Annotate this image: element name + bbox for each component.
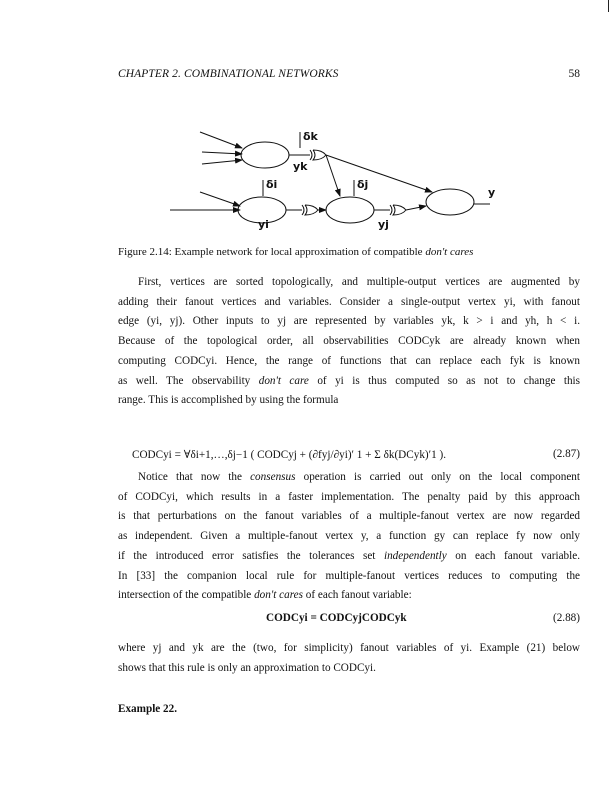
xor-gate-k (310, 150, 326, 160)
para2-line-1: Notice that now the consensus operation is carried out only on the local component (138, 471, 580, 483)
para2-line-5: if the introduced error satisfies the tolerances set independently on each fanout variable. (118, 549, 580, 562)
edge-in-i1 (200, 192, 240, 206)
label-delta-i: δi (266, 178, 278, 191)
equation-2-87 (118, 448, 580, 461)
equation-2-88 (118, 612, 580, 624)
edge-in-k2 (202, 152, 242, 154)
caption-emph: don't cares (425, 246, 474, 258)
para1-line-6: as well. The observability don't care of yi is thus computed so as not to change this (118, 374, 581, 387)
xor-gate-i (302, 205, 318, 215)
para2-line-6: In [33] the companion local rule for multiple-fanout vertices reduces to computing the (118, 569, 580, 582)
running-head: CHAPTER 2. COMBINATIONAL NETWORKS (118, 68, 339, 80)
figure-caption: Figure 2.14: Example network for local approximation of compatible don't cares (118, 246, 474, 258)
xor-gate-j (390, 205, 406, 215)
example-heading: Example 22. (118, 703, 178, 715)
equation-2-87-body: CODCyi = ∀δi+1,…,δj−1 ( CODCyj + (∂fyj/∂yi)′ 1 + Σ δk(DCyk)′1 ). (132, 449, 446, 461)
vertex-k (241, 142, 289, 168)
para1-line-4: Because of the topological order, all observabilities CODCyk are already known when (118, 335, 580, 348)
para3-line-2: shows that this rule is only an approximation to CODCyi. (118, 661, 376, 674)
para1-line-3: edge (yi, yj). Other inputs to yj are represented by variables yk, k > i and yh, h < i. (118, 315, 580, 328)
edge-k-to-out (326, 155, 432, 192)
para2-line-4: as independent. Given a multiple-fanout vertex y, a function gy can replace fy now only (118, 530, 580, 543)
paragraph-2 (118, 468, 580, 606)
paragraph-1 (118, 273, 580, 411)
para2-line-3: is that perturbations on the fanout variables of a multiple-fanout vertex are now regarded (118, 510, 580, 523)
label-y-j: yj (378, 218, 389, 231)
edge-in-k3 (202, 160, 242, 164)
page-edge-mark (608, 0, 609, 12)
para1-line-7: range. This is accomplished by using the formula (118, 394, 339, 407)
edge-k-to-j (326, 155, 340, 196)
network-figure (150, 122, 500, 238)
para1-line-5: computing CODCyi. Hence, the range of functions that can replace each fyk is known (118, 354, 580, 367)
vertex-j (326, 197, 374, 223)
page-number: 58 (568, 68, 580, 80)
para1-line-1: First, vertices are sorted topologically, and multiple-output vertices are augmented by (138, 276, 580, 288)
equation-2-88-body: CODCyi = CODCyjCODCyk (266, 612, 407, 624)
vertex-out (426, 189, 474, 215)
label-delta-j: δj (357, 178, 369, 191)
paragraph-3 (118, 639, 580, 678)
equation-2-88-number: (2.88) (552, 612, 580, 624)
label-y-k: yk (293, 160, 308, 173)
edge-j-to-out (406, 206, 426, 210)
label-y-i: yi (258, 218, 269, 231)
para3-line-1: where yj and yk are the (two, for simplicity) fanout variables of yi. Example (21) below (118, 642, 580, 654)
para1-line-2: adding their fanout vertices and variables. Consider a single-output vertex yi, with fanout (118, 295, 580, 308)
label-delta-k: δk (303, 130, 318, 143)
para2-line-7: intersection of the compatible don't cares of each fanout variable: (118, 589, 412, 602)
equation-2-87-number: (2.87) (552, 448, 580, 460)
label-y: y (488, 186, 496, 199)
para2-line-2: of CODCyi, which results in a faster implementation. The penalty paid by this approach (118, 490, 580, 503)
edge-in-k1 (200, 132, 242, 148)
